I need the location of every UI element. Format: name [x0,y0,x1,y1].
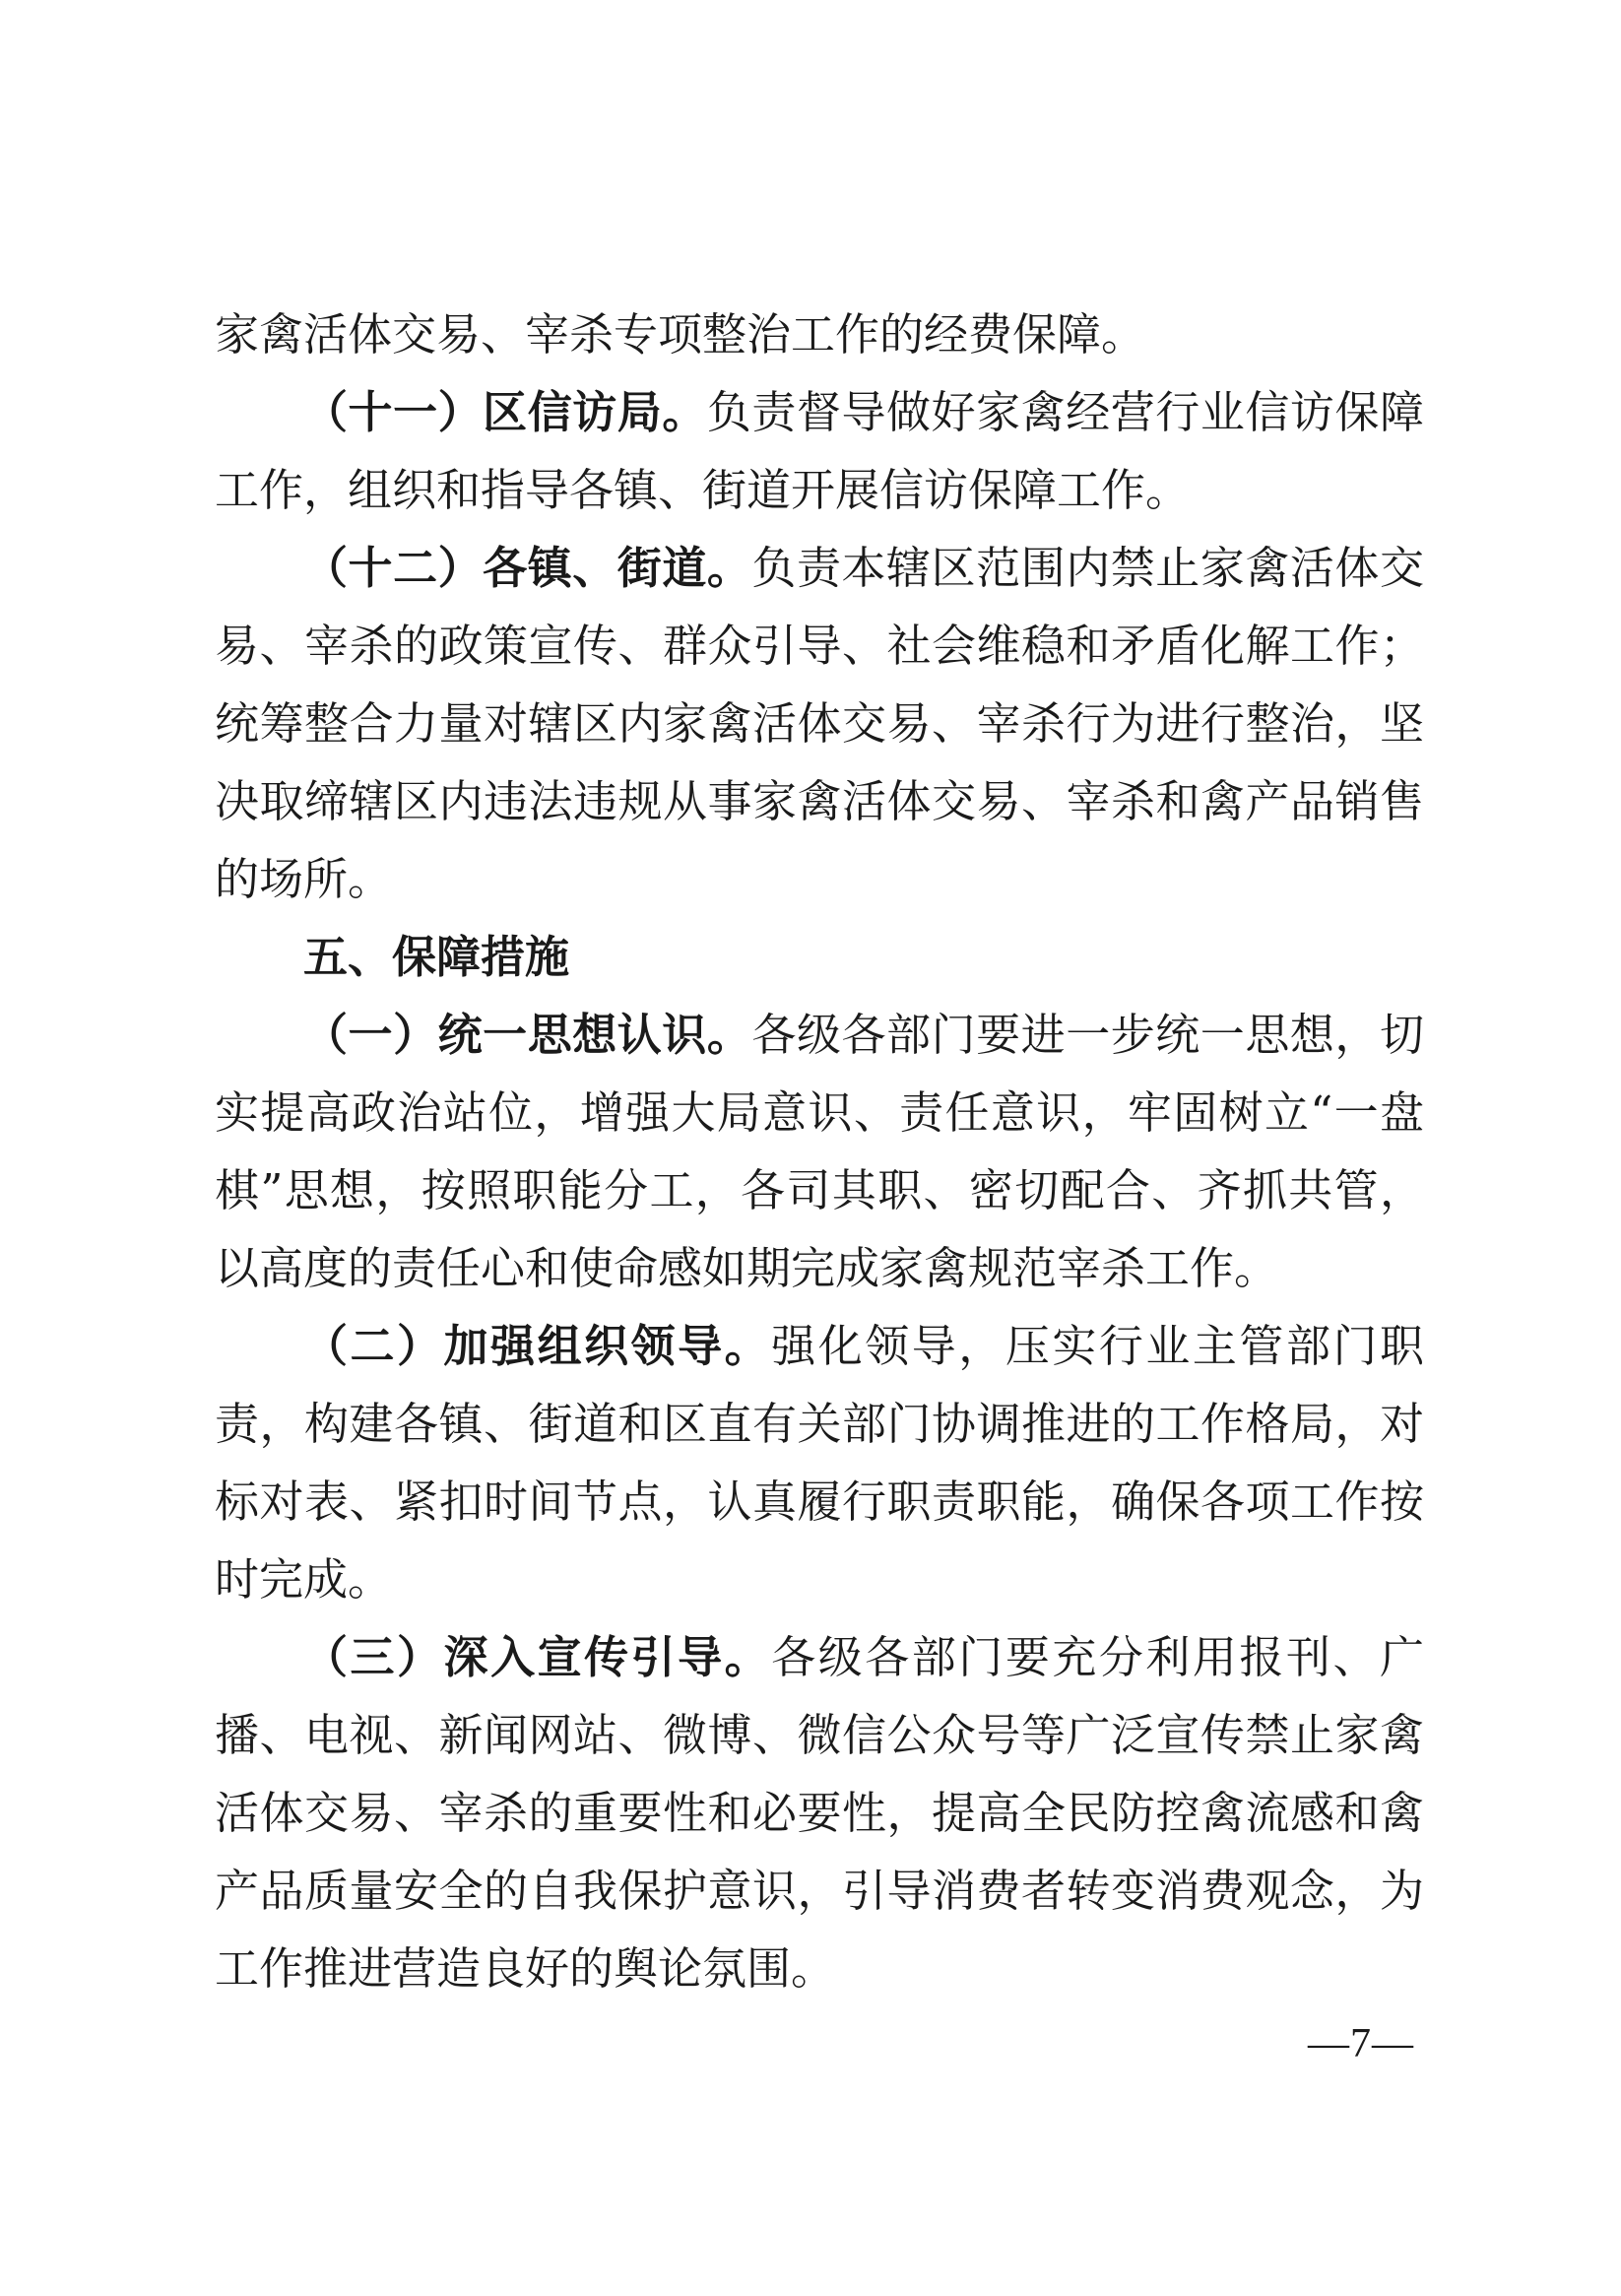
section-title-safeguards: 五、保障措施 [303,931,570,983]
paragraph-body: 各级各部门要进一步统一思想，切实提高政治站位，增强大局意识、责任意识，牢固树立“一盘棋”思想，按照职能分工，各司其职、密切配合、齐抓共管，以高度的责任心和使命感如期完成家禽规范宰杀工作。 [215,1009,1424,1294]
paragraph-publicity-guidance [215,1618,1424,2007]
paragraph-body: 家禽活体交易、宰杀专项整治工作的经费保障。 [215,308,1146,361]
paragraph-body: 各级各部门要充分利用报刊、广播、电视、新闻网站、微博、微信公众号等广泛宣传禁止家禽活体交易、宰杀的重要性和必要性，提高全民防控禽流感和禽产品质量安全的自我保护意识，引导消费者转变消费观念，为工作推进营造良好的舆论氛围。 [215,1631,1424,1995]
page-number: —7— [1308,2021,1414,2066]
paragraph-unify-thinking [215,996,1424,1307]
paragraph-heading: （十一）区信访局。 [303,386,707,438]
paragraph-body: 强化领导，压实行业主管部门职责，构建各镇、街道和区直有关部门协调推进的工作格局，对标对表、紧扣时间节点，认真履行职责职能，确保各项工作按时完成。 [215,1320,1424,1606]
paragraph-heading: （十二）各镇、街道。 [303,542,752,594]
paragraph-towns-streets [215,529,1424,918]
document-body [215,295,1424,2007]
paragraph-heading: （三）深入宣传引导。 [303,1631,772,1683]
paragraph-heading: （一）统一思想认识。 [303,1009,752,1061]
paragraph-petition-bureau [215,373,1424,529]
paragraph-strengthen-leadership [215,1307,1424,1618]
paragraph-heading: （二）加强组织领导。 [303,1320,772,1372]
paragraph-body: 负责本辖区范围内禁止家禽活体交易、宰杀的政策宣传、群众引导、社会维稳和矛盾化解工作；统筹整合力量对辖区内家禽活体交易、宰杀行为进行整治，坚决取缔辖区内违法违规从事家禽活体交易、宰杀和禽产品销售的场所。 [215,542,1424,905]
paragraph-body: 负责督导做好家禽经营行业信访保障工作，组织和指导各镇、街道开展信访保障工作。 [215,386,1424,516]
paragraph-budget-continuation [215,295,1424,373]
